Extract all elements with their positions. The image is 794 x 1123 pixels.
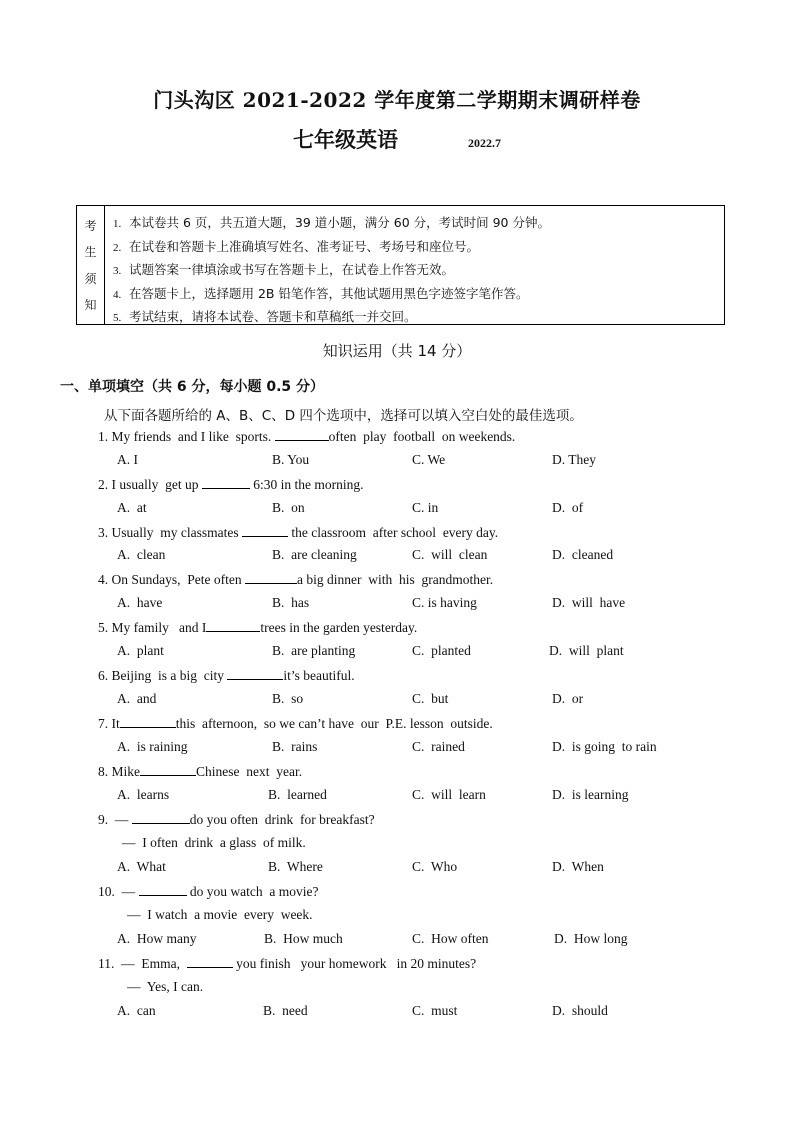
- question-stem: [98, 811, 375, 828]
- notice-item: [113, 212, 718, 236]
- answer-blank: [187, 955, 233, 968]
- option-d: D. How long: [554, 931, 628, 946]
- option-a: A. What: [117, 859, 166, 874]
- stem-text: 8. Mike: [98, 764, 140, 779]
- option-b: B. are planting: [272, 643, 356, 658]
- option-d: D. of: [552, 500, 584, 515]
- grade-subject: 七年级英语: [293, 127, 398, 152]
- stem-text: 6. Beijing is a big city: [98, 668, 228, 683]
- answer-blank: [120, 715, 176, 728]
- stem-text: 10. —: [98, 884, 139, 899]
- notice-side-label: [77, 206, 105, 324]
- stem-text: 1. My friends and I like sports.: [98, 429, 275, 444]
- dialogue-reply: — I often drink a glass of milk.: [122, 835, 306, 850]
- stem-text: do you watch a movie?: [186, 884, 319, 899]
- question-stem: [98, 883, 318, 900]
- option-a: A. plant: [117, 643, 164, 658]
- option-c: C. but: [412, 691, 449, 706]
- part-title: 知识运用（共 14 分）: [322, 342, 472, 360]
- option-c: C. How often: [412, 931, 489, 946]
- stem-text: 6:30 in the morning.: [249, 477, 364, 492]
- question-options: [117, 500, 717, 518]
- notice-item-num: 2.: [113, 241, 122, 254]
- option-a: A. clean: [117, 547, 166, 562]
- stem-text: the classroom after school every day.: [287, 525, 499, 540]
- option-c: C. rained: [412, 739, 465, 754]
- option-d: D. or: [552, 691, 584, 706]
- question-options: [117, 547, 717, 565]
- section-heading: 一、单项填空（共 6 分，每小题 0.5 分）: [60, 379, 325, 395]
- answer-blank: [242, 524, 288, 537]
- question-stem: [98, 428, 515, 445]
- dialogue-reply: — Yes, I can.: [127, 979, 204, 994]
- option-c: C. will clean: [412, 547, 488, 562]
- option-b: B. so: [272, 691, 304, 706]
- notice-item-num: 4.: [113, 288, 122, 301]
- notice-side-char: 知: [84, 298, 97, 313]
- stem-text: a big dinner with his grandmother.: [296, 572, 494, 587]
- option-a: A. can: [117, 1003, 156, 1018]
- option-b: B. on: [272, 500, 305, 515]
- notice-item-text: 在试卷和答题卡上准确填写姓名、准考证号、考场号和座位号。: [129, 238, 480, 254]
- option-c: C. will learn: [412, 787, 486, 802]
- option-c: C. Who: [412, 859, 458, 874]
- exam-date: 2022.7: [468, 136, 501, 150]
- stem-text: 11. — Emma,: [98, 956, 187, 971]
- answer-blank: [139, 883, 187, 896]
- option-c: C. must: [412, 1003, 458, 1018]
- stem-text: often play football on weekends.: [328, 429, 516, 444]
- question-options: [117, 691, 717, 709]
- option-c: C. planted: [412, 643, 471, 658]
- option-a: A. learns: [117, 787, 170, 802]
- option-d: D. When: [552, 859, 604, 874]
- question-options: [117, 787, 717, 805]
- question-options: [117, 859, 717, 877]
- question-options: [117, 595, 717, 613]
- answer-blank: [202, 476, 250, 489]
- option-a: A. How many: [117, 931, 197, 946]
- question-options: [117, 931, 717, 949]
- question-options: [117, 1003, 717, 1021]
- question-stem: [98, 619, 417, 636]
- stem-text: this afternoon, so we can’t have our P.E. lesson outside.: [175, 716, 493, 731]
- section-instruction: 从下面各题所给的 A、B、C、D 四个选项中，选择可以填入空白处的最佳选项。: [104, 408, 583, 424]
- option-b: B. are cleaning: [272, 547, 357, 562]
- exam-title: 门头沟区 2021-2022 学年度第二学期期末调研样卷: [153, 88, 641, 112]
- answer-blank: [275, 428, 329, 441]
- stem-text: you finish your homework in 20 minutes?: [232, 956, 477, 971]
- notice-item-num: 5.: [113, 312, 122, 325]
- option-b: B. has: [272, 595, 310, 610]
- notice-item-num: 1.: [113, 218, 122, 230]
- option-d: D. is learning: [552, 787, 629, 802]
- stem-text: 2. I usually get up: [98, 477, 202, 492]
- notice-item-text: 本试卷共 6 页，共五道大题，39 道小题，满分 60 分，考试时间 90 分钟。: [129, 215, 550, 230]
- option-d: D. is going to rain: [552, 739, 657, 754]
- notice-side-char: 考: [84, 218, 97, 233]
- question-stem: [98, 476, 364, 493]
- option-d: D. They: [552, 452, 596, 467]
- question-stem: [98, 763, 302, 780]
- stem-text: it’s beautiful.: [283, 668, 355, 683]
- stem-text: Chinese next year.: [196, 764, 303, 779]
- notice-item: [113, 236, 718, 260]
- answer-blank: [206, 619, 260, 632]
- question-stem: [98, 667, 355, 684]
- question-options: [117, 643, 717, 661]
- option-a: A. I: [117, 452, 138, 467]
- notice-item-text: 试题答案一律填涂或书写在答题卡上，在试卷上作答无效。: [129, 262, 455, 278]
- notice-item-text: 在答题卡上，选择题用 2B 铅笔作答，其他试题用黑色字迹签字笔作答。: [129, 285, 529, 301]
- question-stem: [98, 524, 498, 541]
- option-d: D. should: [552, 1003, 608, 1018]
- exam-subtitle: [0, 124, 794, 154]
- dialogue-reply: — I watch a movie every week.: [127, 907, 313, 922]
- stem-text: 3. Usually my classmates: [98, 525, 242, 540]
- option-a: A. at: [117, 500, 147, 515]
- question-stem: [98, 715, 493, 732]
- option-c: C. is having: [412, 595, 477, 610]
- answer-blank: [245, 571, 297, 584]
- stem-text: 9. —: [98, 812, 132, 827]
- notice-item-text: 考试结束，请将本试卷、答题卡和草稿纸一并交回。: [129, 309, 417, 325]
- notice-item: [113, 283, 718, 307]
- option-b: B. learned: [268, 787, 327, 802]
- option-b: B. rains: [272, 739, 318, 754]
- question-options: [117, 452, 717, 470]
- option-b: B. How much: [264, 931, 343, 946]
- option-d: D. cleaned: [552, 547, 614, 562]
- stem-text: 5. My family and I: [98, 620, 207, 635]
- stem-text: trees in the garden yesterday.: [260, 620, 418, 635]
- option-c: C. We: [412, 452, 446, 467]
- option-d: D. will plant: [549, 643, 624, 658]
- option-a: A. have: [117, 595, 163, 610]
- question-stem: [98, 571, 493, 588]
- stem-text: 4. On Sundays, Pete often: [98, 572, 245, 587]
- option-b: B. You: [272, 452, 310, 467]
- option-c: C. in: [412, 500, 439, 515]
- option-b: B. Where: [268, 859, 323, 874]
- stem-text: 7. It: [98, 716, 120, 731]
- answer-blank: [140, 763, 196, 776]
- notice-side-char: 须: [84, 271, 97, 286]
- notice-item-num: 3.: [113, 265, 122, 278]
- option-d: D. will have: [552, 595, 626, 610]
- answer-blank: [227, 667, 283, 680]
- notice-item: [113, 306, 718, 330]
- option-a: A. and: [117, 691, 157, 706]
- notice-item: [113, 259, 718, 283]
- notice-list: [113, 212, 718, 330]
- option-a: A. is raining: [117, 739, 188, 754]
- question-stem: [98, 955, 476, 972]
- stem-text: do you often drink for breakfast?: [189, 812, 375, 827]
- option-b: B. need: [263, 1003, 308, 1018]
- candidate-notice-box: [76, 205, 725, 325]
- answer-blank: [132, 811, 190, 824]
- question-options: [117, 739, 717, 757]
- notice-side-char: 生: [84, 245, 97, 260]
